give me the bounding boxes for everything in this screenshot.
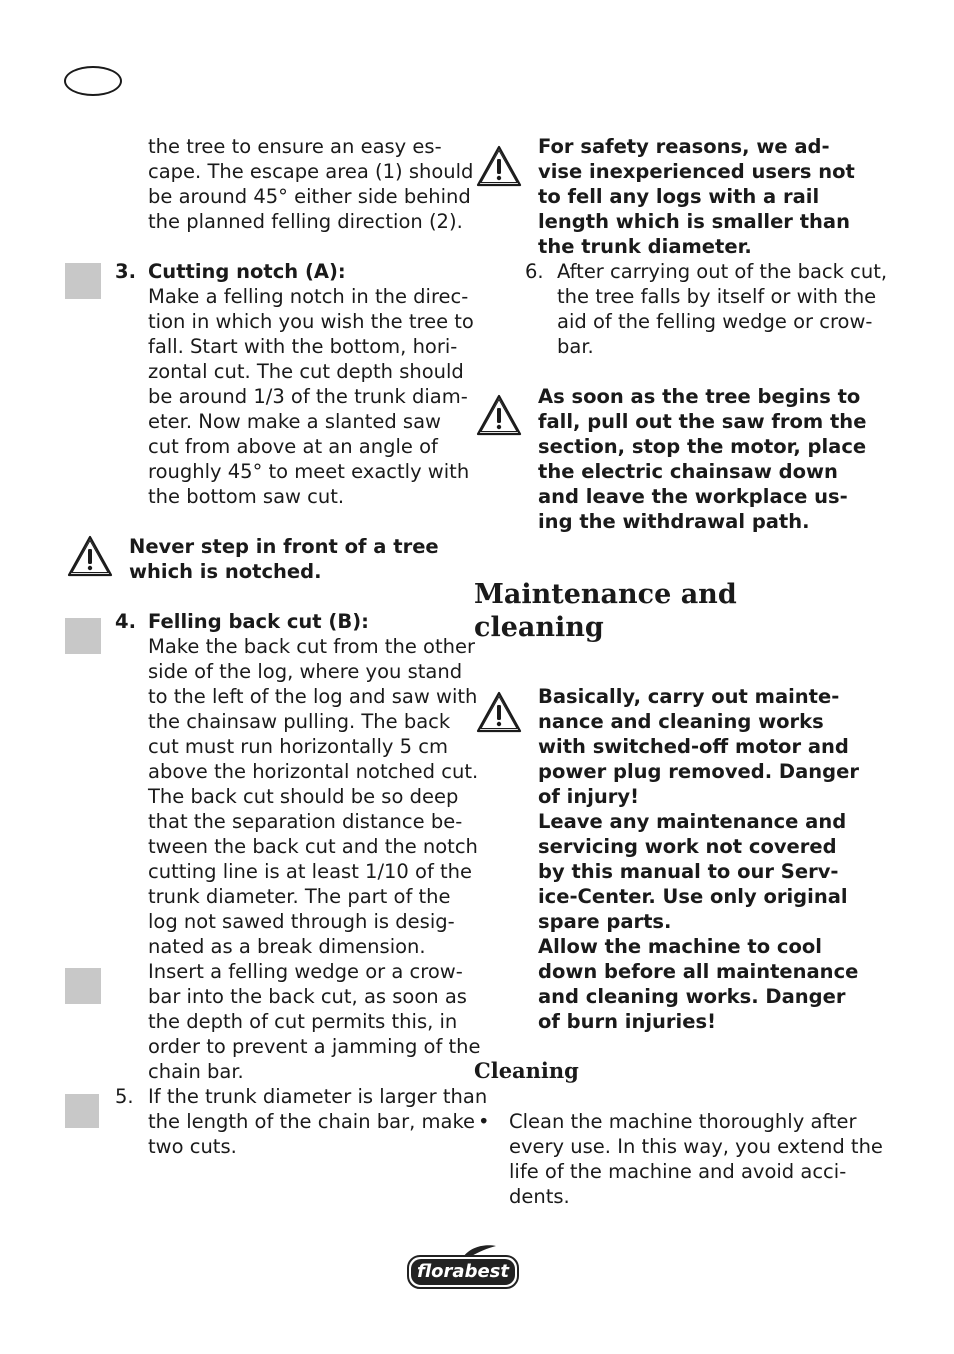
text-line: the tree to ensure an easy es- — [148, 135, 442, 158]
text-line: power plug removed. Danger — [538, 760, 859, 783]
text-line: every use. In this way, you extend the — [509, 1135, 883, 1158]
text-line: The back cut should be so deep — [148, 785, 459, 808]
text-line: section, stop the motor, place — [538, 435, 867, 458]
text-line: servicing work not covered — [538, 835, 837, 858]
text-line: After carrying out of the back cut, — [557, 260, 888, 283]
text-line: eter. Now make a slanted saw — [148, 410, 441, 433]
step-5-two-cuts — [148, 1084, 487, 1159]
text-line: nated as a break dimension. — [148, 935, 426, 958]
text-line: If the trunk diameter is larger than — [148, 1085, 488, 1108]
text-line: the bottom saw cut. — [148, 485, 345, 508]
text-line: to fell any logs with a rail — [538, 185, 820, 208]
text-line: fall, pull out the saw from the — [538, 410, 867, 433]
text-line: and leave the workplace us- — [538, 485, 848, 508]
text-line: log not sawed through is desig- — [148, 910, 455, 933]
text-line: aid of the felling wedge or crow- — [557, 310, 873, 333]
text-line: zontal cut. The cut depth should — [148, 360, 464, 383]
text-line: order to prevent a jamming of the — [148, 1035, 481, 1058]
text-line: be around 1/3 of the trunk diam- — [148, 385, 468, 408]
text-line: side of the log, where you stand — [148, 660, 463, 683]
text-line: spare parts. — [538, 910, 672, 933]
text-line: As soon as the tree begins to — [538, 385, 861, 408]
brand-logo — [406, 1244, 520, 1290]
text-line: Clean the machine thoroughly after — [509, 1110, 857, 1133]
text-line: cape. The escape area (1) should — [148, 160, 474, 183]
text-line: Leave any maintenance and — [538, 810, 847, 833]
text-line: Basically, carry out mainte- — [538, 685, 840, 708]
illustration-marker — [65, 968, 101, 1004]
cleaning-bullet-text — [509, 1109, 883, 1209]
text-line: tion in which you wish the tree to — [148, 310, 474, 333]
step-number: 6. — [525, 260, 544, 283]
illustration-marker — [65, 618, 101, 654]
text-line: of burn injuries! — [538, 1010, 716, 1033]
step-number: 5. — [115, 1085, 134, 1108]
text-line: to the left of the log and saw with — [148, 685, 478, 708]
text-line: cut from above at an angle of — [148, 435, 438, 458]
text-line: down before all maintenance — [538, 960, 859, 983]
text-line: Make the back cut from the other — [148, 635, 475, 658]
warning-notch-text — [129, 534, 439, 584]
warning-icon — [475, 144, 523, 188]
text-line: be around 45° either side behind — [148, 185, 471, 208]
warning-maintenance-text — [538, 684, 859, 1034]
text-line: vise inexperienced users not — [538, 160, 855, 183]
text-line: Allow the machine to cool — [538, 935, 822, 958]
text-line: the chainsaw pulling. The back — [148, 710, 451, 733]
text-line: above the horizontal notched cut. — [148, 760, 479, 783]
text-line: Make a felling notch in the direc- — [148, 285, 469, 308]
text-line: life of the machine and avoid acci- — [509, 1160, 847, 1183]
bullet-marker: • — [478, 1110, 490, 1133]
logo-text: florabest — [417, 1261, 509, 1282]
text-line: nance and cleaning works — [538, 710, 824, 733]
step-number: 4. — [115, 610, 136, 633]
text-line: the trunk diameter. — [538, 235, 752, 258]
step-6-tree-falls — [557, 259, 887, 359]
text-line: two cuts. — [148, 1135, 237, 1158]
section-heading-maintenance — [474, 578, 737, 644]
text-line: cutting line is at least 1/10 of the — [148, 860, 473, 883]
heading-line: Maintenance and — [474, 579, 737, 610]
text-line: the planned felling direction (2). — [148, 210, 463, 233]
text-line: which is notched. — [129, 560, 322, 583]
intro-paragraph — [148, 134, 473, 234]
text-line: the tree falls by itself or with the — [557, 285, 877, 308]
text-line: that the separation distance be- — [148, 810, 463, 833]
text-line: and cleaning works. Danger — [538, 985, 846, 1008]
text-line: by this manual to our Serv- — [538, 860, 839, 883]
step-title: Cutting notch (A): — [148, 260, 346, 283]
step-4-felling-back-cut — [148, 609, 481, 1084]
text-line: trunk diameter. The part of the — [148, 885, 451, 908]
step-title: Felling back cut (B): — [148, 610, 369, 633]
text-line: ice-Center. Use only original — [538, 885, 848, 908]
text-line: Insert a felling wedge or a crow- — [148, 960, 463, 983]
text-line: tween the back cut and the notch — [148, 835, 478, 858]
text-line: bar. — [557, 335, 594, 358]
step-number: 3. — [115, 260, 136, 283]
warning-fall-text — [538, 384, 866, 534]
text-line: with switched-off motor and — [538, 735, 849, 758]
text-line: chain bar. — [148, 1060, 244, 1083]
text-line: fall. Start with the bottom, hori- — [148, 335, 458, 358]
language-marker — [64, 66, 122, 96]
text-line: of injury! — [538, 785, 640, 808]
text-line: dents. — [509, 1185, 570, 1208]
step-3-cutting-notch — [148, 259, 474, 509]
illustration-marker — [65, 1094, 99, 1128]
text-line: roughly 45° to meet exactly with — [148, 460, 470, 483]
text-line: For safety reasons, we ad- — [538, 135, 830, 158]
warning-rail-text — [538, 134, 855, 259]
subheading-cleaning: Cleaning — [474, 1058, 579, 1083]
text-line: the electric chainsaw down — [538, 460, 838, 483]
warning-icon — [66, 534, 114, 578]
warning-icon — [475, 393, 523, 437]
text-line: ing the withdrawal path. — [538, 510, 810, 533]
text-line: the length of the chain bar, make — [148, 1110, 476, 1133]
text-line: bar into the back cut, as soon as — [148, 985, 467, 1008]
text-line: the depth of cut permits this, in — [148, 1010, 458, 1033]
text-line: Never step in front of a tree — [129, 535, 439, 558]
warning-icon — [475, 690, 523, 734]
illustration-marker — [65, 263, 101, 299]
text-line: cut must run horizontally 5 cm — [148, 735, 448, 758]
heading-line: cleaning — [474, 612, 604, 643]
text-line: length which is smaller than — [538, 210, 850, 233]
